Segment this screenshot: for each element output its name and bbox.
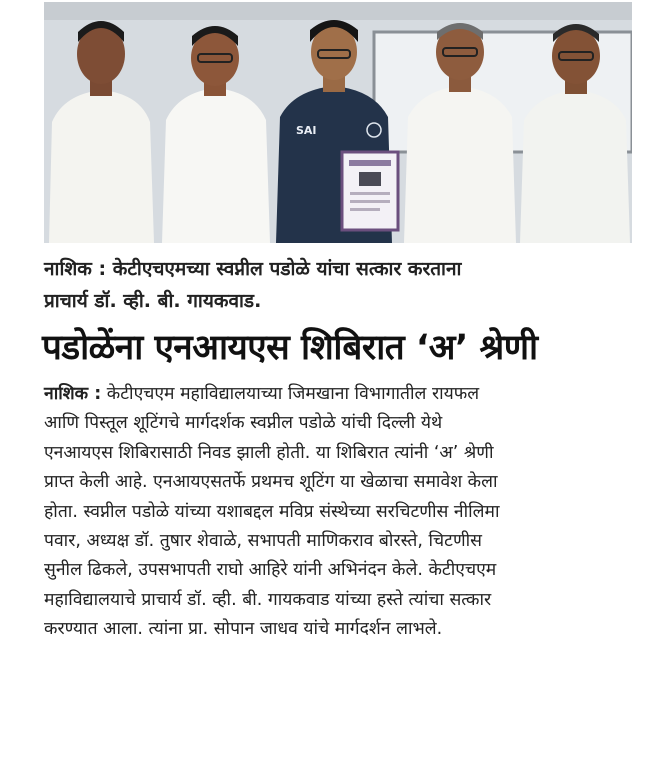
news-photo [44, 2, 632, 243]
photo-illustration [44, 2, 632, 243]
article-line: करण्यात आला. त्यांना प्रा. सोपान जाधव यांचे मार्गदर्शन लाभले. [44, 619, 443, 640]
article-line: प्राप्त केली आहे. एनआयएसतर्फे प्रथमच शूटिंग या खेळाचा समावेश केला [44, 472, 498, 493]
article-first-line [44, 380, 628, 409]
photo-caption [44, 253, 634, 317]
article-first-line-text: केटीएचएम महाविद्यालयाच्या जिमखाना विभागातील रायफल [101, 384, 480, 404]
article-dateline: नाशिक : [44, 384, 102, 404]
article-body [44, 380, 628, 645]
article-line: महाविद्यालयाचे प्राचार्य डॉ. व्ही. बी. गायकवाड यांच्या हस्ते त्यांचा सत्कार [44, 589, 492, 610]
article-line: आणि पिस्तूल शूटिंगचे मार्गदर्शक स्वप्नील पडोळे यांची दिल्ली येथे [44, 413, 443, 434]
article-line: होता. स्वप्नील पडोळे यांच्या यशाबद्दल मविप्र संस्थेच्या सरचिटणीस नीलिमा [44, 501, 500, 522]
caption-line: नाशिक : केटीएचएमच्या स्वप्नील पडोळे यांचा सत्कार करताना [44, 258, 462, 280]
certificate [342, 152, 398, 230]
article-line: सुनील ढिकले, उपसभापती राघो आहिरे यांनी अभिनंदन केले. केटीएचएम [44, 560, 497, 581]
caption-line: प्राचार्य डॉ. व्ही. बी. गायकवाड. [44, 290, 262, 312]
article-line: एनआयएस शिबिरासाठी निवड झाली होती. या शिबिरात त्यांनी ‘अ’ श्रेणी [44, 442, 494, 463]
article-line: पवार, अध्यक्ष डॉ. तुषार शेवाळे, सभापती माणिकराव बोरस्ते, चिटणीस [44, 531, 482, 552]
article-headline: पडोळेंना एनआयएस शिबिरात ‘अ’ श्रेणी [42, 328, 538, 368]
svg-text:SAI: SAI [296, 124, 317, 137]
